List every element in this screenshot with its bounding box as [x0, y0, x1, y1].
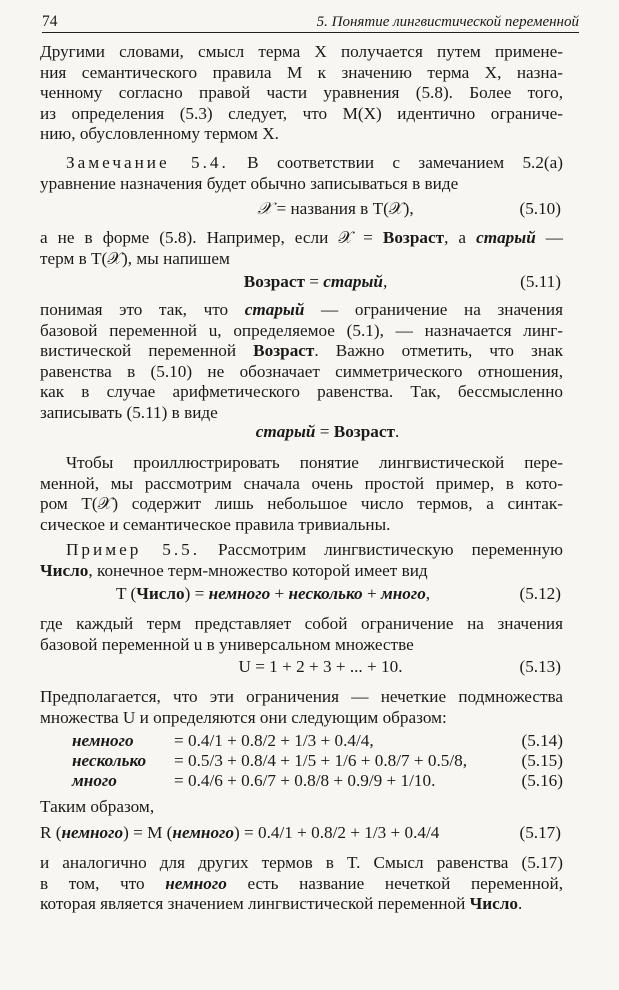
text-line: базовой переменной u в универсальном множестве: [40, 634, 414, 654]
text-line: как в случае арифметического равенства. Так, бессмысленно: [40, 382, 563, 401]
text-line: нию, обусловленному термом X.: [40, 124, 279, 143]
text-span: Число: [40, 560, 89, 580]
membership-row: [72, 751, 563, 771]
text-line: Рассмотрим лингвистическую переменную: [218, 540, 563, 559]
equation-5-13: [40, 657, 561, 679]
text-line: из определения (5.3) следует, что M(X) идентично ограниче-: [40, 103, 563, 123]
text-line: записывать (5.11) в виде: [40, 402, 218, 422]
membership-row: [72, 731, 563, 751]
text-span: .: [518, 894, 523, 913]
remark-5-4: [40, 153, 563, 194]
eq-term: немного: [61, 823, 124, 842]
equation-number: (5.12): [519, 584, 561, 603]
equation-5-11: [40, 272, 561, 294]
paragraph-illustration: [40, 453, 563, 535]
example-heading: Пример 5.5.: [66, 540, 201, 559]
equation-number: (5.16): [521, 771, 563, 790]
membership-formula: = 0.5/3 + 0.8/4 + 1/5 + 1/6 + 0.8/7 + 0.5/8,: [174, 751, 468, 770]
paragraph-equality-note: [40, 300, 563, 423]
paragraph-terms: [40, 614, 563, 655]
eq-tail: ,: [382, 272, 388, 291]
eq-part: Число: [136, 584, 185, 603]
paragraph-thus: [40, 797, 563, 818]
text-line: сическое и семантическое правила тривиальны.: [40, 514, 391, 534]
running-header: [42, 12, 579, 33]
equation-number: (5.10): [519, 199, 561, 218]
text-line: уравнение назначения будет обычно записываться в виде: [40, 173, 459, 193]
text-line: ния семантического правила M к значению терма X, назна-: [40, 62, 563, 82]
equation-reverse: [40, 422, 561, 444]
eq-expression: U = 1 + 2 + 3 + ... + 10.: [238, 657, 403, 676]
equation-number: (5.15): [521, 751, 563, 770]
paragraph-meaning-of-equality: [40, 853, 563, 915]
eq-part: T (: [116, 584, 137, 603]
text-line: В соответствии с замечанием 5.2(a): [247, 153, 563, 172]
text-line: менной, мы рассмотрим сначала очень простой пример, в кото-: [40, 473, 563, 493]
text-span: , а: [444, 228, 477, 247]
text-span: есть название нечеткой переменной,: [226, 873, 563, 893]
eq-sign: =: [304, 272, 324, 291]
text-span: старый: [244, 300, 305, 319]
remark-heading: Замечание 5.4.: [66, 153, 229, 172]
eq-term: немного: [208, 584, 271, 603]
text-span: —: [535, 228, 563, 247]
text-line: где каждый терм представляет собой ограничение на значения: [40, 614, 563, 633]
equation-number: (5.13): [519, 657, 561, 676]
eq-part: ) =: [184, 584, 209, 603]
text-span: вистической переменной: [40, 341, 254, 360]
equation-5-10: [40, 199, 561, 221]
eq-term: несколько: [288, 584, 363, 603]
equation-5-12: [40, 584, 561, 606]
text-span: понимая это так, что: [40, 300, 245, 319]
membership-row: [72, 771, 563, 791]
eq-rhs: = названия в T(𝒳),: [272, 199, 414, 218]
text-line: базовой переменной u, определяемое (5.1), — назначается линг-: [40, 320, 563, 340]
eq-lhs: Возраст: [243, 272, 305, 291]
text-line: и аналогично для других термов в T. Смысл равенства (5.17): [40, 853, 563, 872]
running-title: 5. Понятие лингвистической переменной: [316, 14, 579, 30]
membership-formula: = 0.4/1 + 0.8/2 + 1/3 + 0.4/4,: [174, 731, 374, 750]
text-span: Число: [469, 894, 519, 913]
eq-tail: .: [394, 422, 400, 441]
text-line: Предполагается, что эти ограничения — нечеткие подмножества: [40, 687, 563, 706]
text-span: — ограничение на значения: [304, 300, 563, 319]
equation-number: (5.11): [520, 272, 561, 291]
equation-number: (5.17): [519, 823, 561, 842]
membership-formula: = 0.4/6 + 0.6/7 + 0.8/8 + 0.9/9 + 1/10.: [174, 771, 436, 790]
eq-part: ) = M (: [123, 823, 173, 842]
eq-part: +: [362, 584, 381, 603]
text-span: которая является значением лингвистической переменной: [40, 894, 470, 913]
text-line: Другими словами, смысл терма X получается путем примене-: [40, 42, 563, 61]
text-span: а не в форме (5.8). Например, если 𝒳 =: [40, 228, 383, 247]
eq-part: R (: [40, 823, 62, 842]
text-span: . Важно отметить, что знак: [314, 341, 563, 360]
text-line: равенства в (5.10) не обозначает симметрического отношения,: [40, 361, 563, 381]
text-line: ром T(𝒳) содержит лишь небольшое число термов, а синтак-: [40, 494, 563, 513]
equation-5-17: [40, 823, 561, 845]
eq-part: ) = 0.4/1 + 0.8/2 + 1/3 + 0.4/4: [234, 823, 440, 842]
eq-rhs: Возраст: [333, 422, 395, 441]
text-span: немного: [165, 873, 227, 893]
example-5-5: [40, 540, 563, 581]
eq-lhs: 𝒳: [257, 199, 273, 218]
equation-number: (5.14): [521, 731, 563, 750]
text-span: Возраст: [382, 228, 445, 247]
text-line: Таким образом,: [40, 797, 155, 816]
text-span: , конечное терм-множество которой имеет вид: [88, 560, 428, 580]
text-line: Чтобы проиллюстрировать понятие лингвистической пере-: [66, 453, 563, 472]
paragraph-fuzzy-subsets: [40, 687, 563, 728]
paragraph-meaning-of-term: [40, 42, 563, 145]
eq-lhs: старый: [255, 422, 316, 441]
page-number: 74: [42, 13, 58, 30]
term-label: несколько: [72, 751, 147, 770]
text-span: старый: [476, 228, 536, 247]
text-line: множества U и определяются они следующим образом:: [40, 707, 447, 727]
term-label: немного: [72, 731, 134, 750]
text-span: Возраст: [253, 341, 315, 360]
text-span: в том, что: [40, 873, 166, 893]
text-line: терм в T(𝒳), мы напишем: [40, 248, 230, 268]
term-label: много: [72, 771, 117, 790]
eq-sign: =: [315, 422, 334, 441]
eq-rhs: старый: [323, 272, 383, 291]
eq-part: ,: [425, 584, 431, 603]
paragraph-example-age: [40, 228, 563, 269]
eq-part: +: [270, 584, 289, 603]
text-line: ченному согласно правой части уравнения (5.8). Более того,: [40, 83, 563, 102]
eq-term: немного: [172, 823, 234, 842]
eq-term: много: [380, 584, 426, 603]
